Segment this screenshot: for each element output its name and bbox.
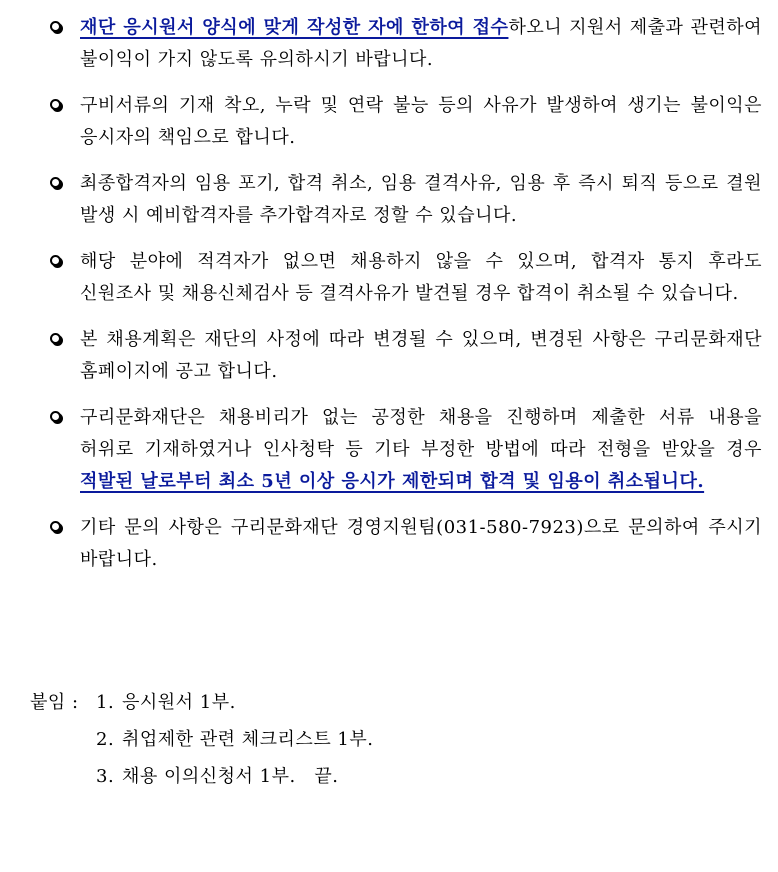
attachment-number: 3. bbox=[96, 766, 115, 787]
notice-text: 하오니 지원서 제출과 관련하여 불이익이 가지 않도록 유의하시기 바랍니다. bbox=[80, 17, 762, 70]
circle-bullet-icon bbox=[50, 333, 61, 344]
notice-list bbox=[50, 12, 762, 590]
attachment-text: 취업제한 관련 체크리스트 1부. bbox=[122, 729, 374, 750]
notice-text: 해당 분야에 적격자가 없으면 채용하지 않을 수 있으며, 합격자 통지 후라도 신원조사 및 채용신체검사 등 결격사유가 발견될 경우 합격이 취소될 수 있습니다. bbox=[80, 251, 762, 304]
notice-item-disqualification bbox=[50, 246, 762, 310]
notice-item-inquiries bbox=[50, 512, 762, 576]
attachments bbox=[30, 684, 374, 795]
notice-text: 구비서류의 기재 착오, 누락 및 연락 불능 등의 사유가 발생하여 생기는 불이익은 응시자의 책임으로 합니다. bbox=[80, 95, 762, 148]
notice-item-plan-changes bbox=[50, 324, 762, 388]
attachment-row bbox=[30, 684, 374, 721]
notice-item-reserve-candidates bbox=[50, 168, 762, 232]
attachment-text: 응시원서 1부. bbox=[122, 692, 236, 713]
notice-text: 최종합격자의 임용 포기, 합격 취소, 임용 결격사유, 임용 후 즉시 퇴직 등으로 결원 발생 시 예비합격자를 추가합격자로 정할 수 있습니다. bbox=[80, 173, 762, 226]
notice-text: 구리문화재단은 채용비리가 없는 공정한 채용을 진행하며 제출한 서류 내용을 허위로 기재하였거나 인사청탁 등 기타 부정한 방법에 따라 전형을 받았을 경우 bbox=[80, 407, 762, 460]
circle-bullet-icon bbox=[50, 411, 61, 422]
notice-item-application-format bbox=[50, 12, 762, 76]
notice-item-document-errors bbox=[50, 90, 762, 154]
attachment-number: 1. bbox=[96, 692, 115, 713]
emphasis-text: 적발된 날로부터 최소 5년 이상 응시가 제한되며 합격 및 임용이 취소됩니다. bbox=[80, 471, 705, 492]
attachments-label: 붙임 : bbox=[30, 692, 79, 713]
circle-bullet-icon bbox=[50, 177, 61, 188]
attachment-text: 채용 이의신청서 1부. 끝. bbox=[122, 766, 339, 787]
notice-text: 기타 문의 사항은 구리문화재단 경영지원팀(031-580-7923)으로 문의하여 주시기 바랍니다. bbox=[80, 517, 762, 570]
circle-bullet-icon bbox=[50, 255, 61, 266]
circle-bullet-icon bbox=[50, 99, 61, 110]
notice-text: 본 채용계획은 재단의 사정에 따라 변경될 수 있으며, 변경된 사항은 구리문화재단 홈페이지에 공고 합니다. bbox=[80, 329, 762, 382]
attachment-number: 2. bbox=[96, 729, 115, 750]
circle-bullet-icon bbox=[50, 21, 61, 32]
attachment-row bbox=[30, 721, 374, 758]
emphasis-text: 재단 응시원서 양식에 맞게 작성한 자에 한하여 접수 bbox=[80, 17, 509, 38]
notice-item-fair-hiring bbox=[50, 402, 762, 498]
circle-bullet-icon bbox=[50, 521, 61, 532]
attachment-row bbox=[30, 758, 374, 795]
